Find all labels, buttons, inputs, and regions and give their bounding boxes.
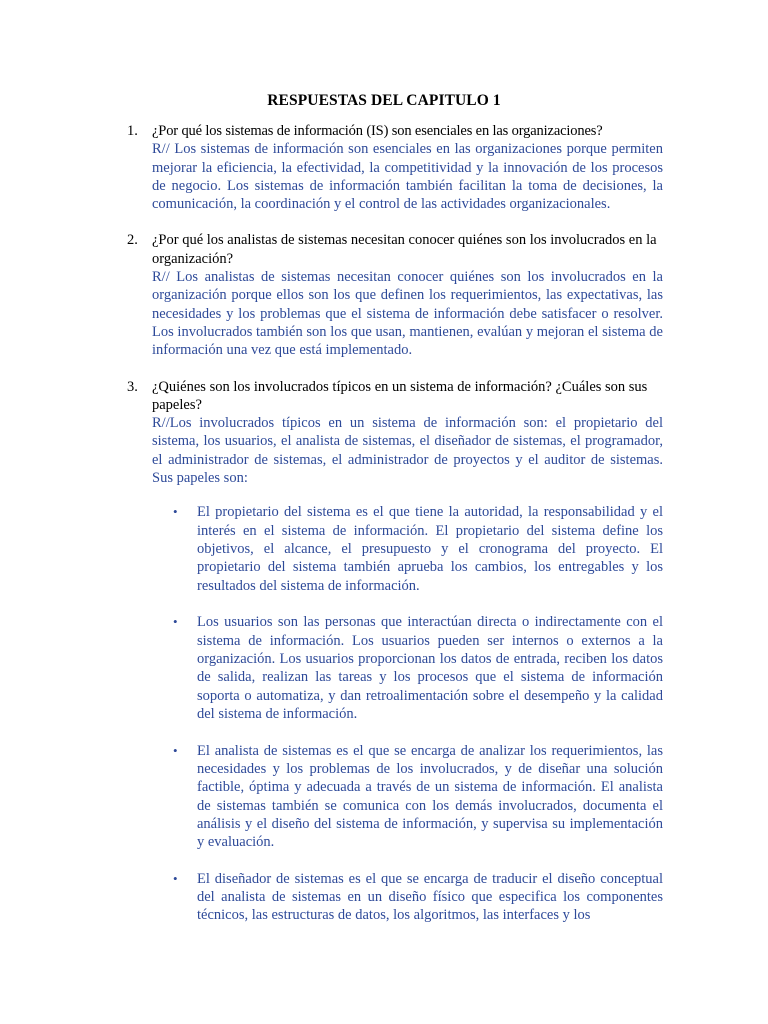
role-bullet-item <box>173 870 663 925</box>
answer-text: R// Los sistemas de información son esenciales en las organizaciones porque permiten mejorar la eficiencia, la efectividad, la competitividad y la innovación de los procesos de negocio. Los sistemas de información también facilitan la toma de decisiones, la comunicación, la coordinación y el control de las actividades organizacionales. <box>152 141 663 213</box>
bullet-icon: • <box>173 742 178 758</box>
question-item-1 <box>127 122 663 213</box>
question-list <box>127 122 663 943</box>
question-text: ¿Por qué los sistemas de información (IS) son esenciales en las organizaciones? <box>152 123 603 139</box>
bullet-icon: • <box>173 504 178 520</box>
bullet-text: El diseñador de sistemas es el que se encarga de traducir el diseño conceptual del analista de sistemas en un diseño físico que especifica los componentes técnicos, las estructuras de datos, los algoritmos, las interfaces y los <box>197 870 663 924</box>
page-title: RESPUESTAS DEL CAPITULO 1 <box>267 92 501 109</box>
question-number: 2. <box>127 232 138 249</box>
bullet-icon: • <box>173 614 178 630</box>
answer-text: R// Los analistas de sistemas necesitan conocer quiénes son los involucrados en la organización porque ellos son los que definen los requerimientos, las expectativas, las necesidades y los problemas que el sistema de información debe satisfacer o resolver. Los involucrados también son los que usan, mantienen, evalúan y mejoran el sistema de información una vez que está implementado. <box>152 269 663 359</box>
answer-text: R//Los involucrados típicos en un sistema de información son: el propietario del sistema, los usuarios, el analista de sistemas, el diseñador de sistemas, el programador, el administrador de sistemas, el administrador de proyectos y el auditor de sistemas. Sus papeles son: <box>152 415 663 487</box>
question-text: ¿Por qué los analistas de sistemas necesitan conocer quiénes son los involucrados en la organización? <box>152 232 657 267</box>
question-number: 3. <box>127 378 138 395</box>
bullet-icon: • <box>173 870 178 886</box>
role-bullet-list <box>152 503 663 924</box>
question-item-2 <box>127 231 663 359</box>
bullet-text: El propietario del sistema es el que tiene la autoridad, la responsabilidad y el interés en el sistema de información. El propietario del sistema define los objetivos, el alcance, el presupuesto y el cronograma del proyecto. El propietario del sistema también aprueba los cambios, los entregables y los resultados del sistema de información. <box>197 504 663 594</box>
question-item-3 <box>127 378 663 925</box>
bullet-text: El analista de sistemas es el que se encarga de analizar los requerimientos, las necesidades y los problemas de los involucrados, y de diseñar una solución factible, óptima y adecuada a través de un sistema de información. El analista de sistemas también se comunica con los demás involucrados, documenta el análisis y el diseño del sistema de información, y supervisa su implementación y evaluación. <box>197 742 663 851</box>
role-bullet-item <box>173 742 663 852</box>
question-number: 1. <box>127 123 138 139</box>
question-text: ¿Quiénes son los involucrados típicos en un sistema de información? ¿Cuáles son sus papeles? <box>152 378 648 413</box>
role-bullet-item <box>173 613 663 723</box>
role-bullet-item <box>173 503 663 594</box>
bullet-text: Los usuarios son las personas que interactúan directa o indirectamente con el sistema de información. Los usuarios pueden ser internos o externos a la organización. Los usuarios proporcionan los datos de entrada, reciben los datos de salida, realizan las tareas y los procesos que el sistema de información soporta o automatiza, y dan retroalimentación sobre el desempeño y la calidad del sistema de información. <box>197 614 663 722</box>
